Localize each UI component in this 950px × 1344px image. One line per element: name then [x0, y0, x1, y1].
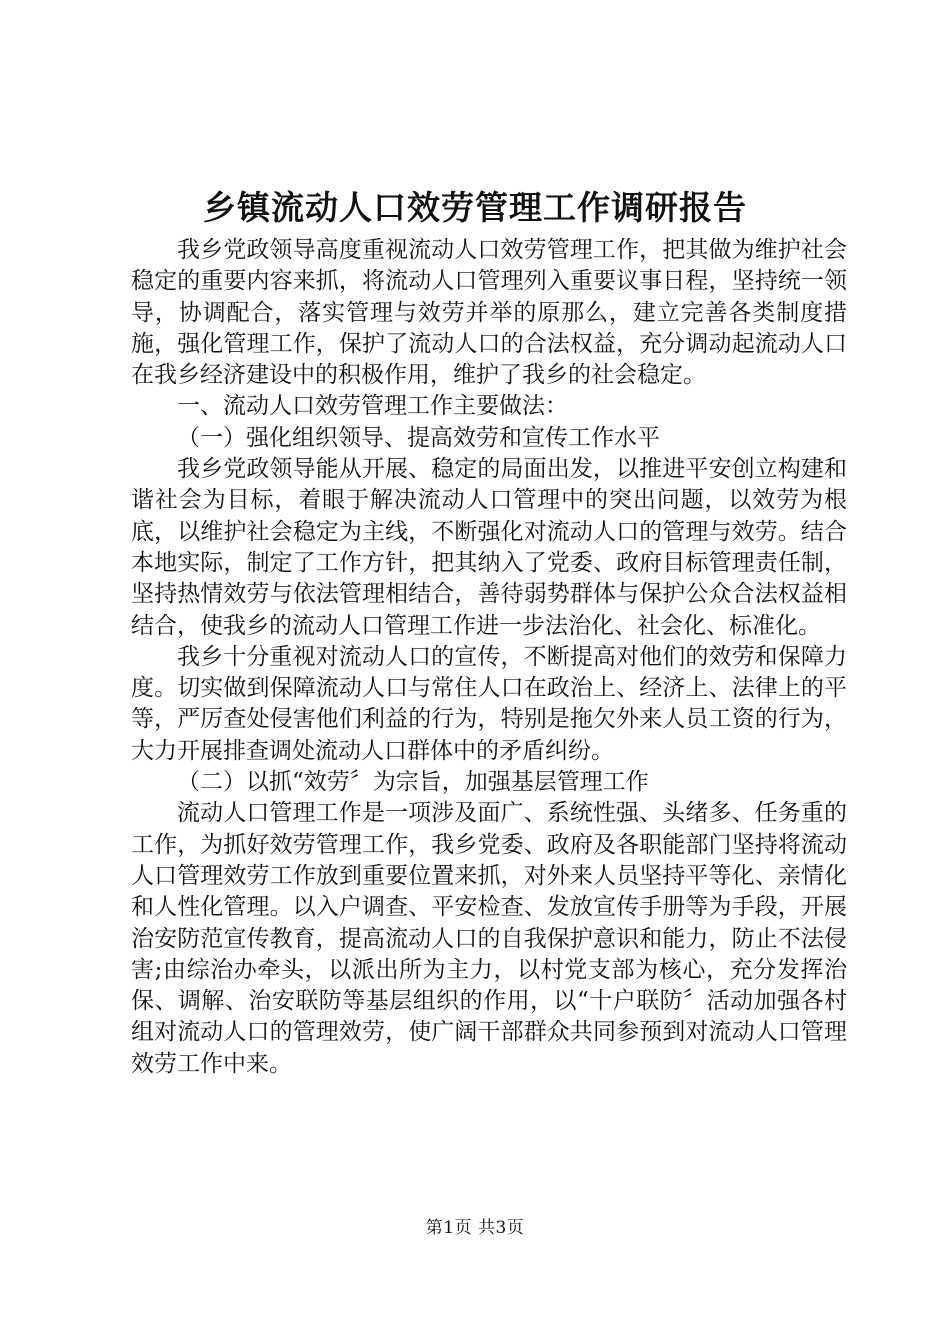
subsection-heading-1: （一）强化组织领导、提高效劳和宣传工作水平	[177, 424, 660, 451]
subsection-heading-2: （二）以抓“效劳〞为宗旨，加强基层管理工作	[177, 769, 649, 796]
section-heading-1: 一、流动人口效劳管理工作主要做法：	[177, 393, 568, 420]
document-title: 乡镇流动人口效劳管理工作调研报告	[203, 188, 747, 227]
body-paragraph-1: 我乡党政领导能从开展、稳定的局面出发，以推进平安创立构建和谐社会为目标，着眼于解决流动人口管理中的突出问题，以效劳为根底，以维护社会稳定为主线，不断强化对流动人口的管理与效劳。结合本地实际，制定了工作方针，把其纳入了党委、政府目标管理责任制，坚持热情效劳与依法管理相结合，善待弱势群体与保护公众合法权益相结合，使我乡的流动人口管理工作进一步法治化、社会化、标准化。	[131, 456, 847, 639]
page-footer: 第1页 共3页	[425, 1218, 525, 1238]
body-paragraph-3: 流动人口管理工作是一项涉及面广、系统性强、头绪多、任务重的工作，为抓好效劳管理工作，我乡党委、政府及各职能部门坚持将流动人口管理效劳工作放到重要位置来抓，对外来人员坚持平等化、亲情化和人性化管理。以入户调查、平安检查、发放宣传手册等为手段，开展治安防范宣传教育，提高流动人口的自我保护意识和能力，防止不法侵害;由综治办牵头，以派出所为主力，以村党支部为核心，充分发挥治保、调解、治安联防等基层组织的作用，以“十户联防〞活动加强各村组对流动人口的管理效劳，使广阔干部群众共同参预到对流动人口管理效劳工作中来。	[131, 800, 847, 1077]
body-paragraph-2: 我乡十分重视对流动人口的宣传，不断提高对他们的效劳和保障力度。切实做到保障流动人口与常住人口在政治上、经济上、法律上的平等，严厉查处侵害他们利益的行为，特别是拖欠外来人员工资的行为，大力开展排查调处流动人口群体中的矛盾纠纷。	[131, 643, 847, 764]
intro-paragraph: 我乡党政领导高度重视流动人口效劳管理工作，把其做为维护社会稳定的重要内容来抓，将流动人口管理列入重要议事日程，坚持统一领导，协调配合，落实管理与效劳并举的原那么，建立完善各类制度措施，强化管理工作，保护了流动人口的合法权益，充分调动起流动人口在我乡经济建设中的积极作用，维护了我乡的社会稳定。	[131, 237, 847, 389]
document-body	[131, 235, 847, 1080]
